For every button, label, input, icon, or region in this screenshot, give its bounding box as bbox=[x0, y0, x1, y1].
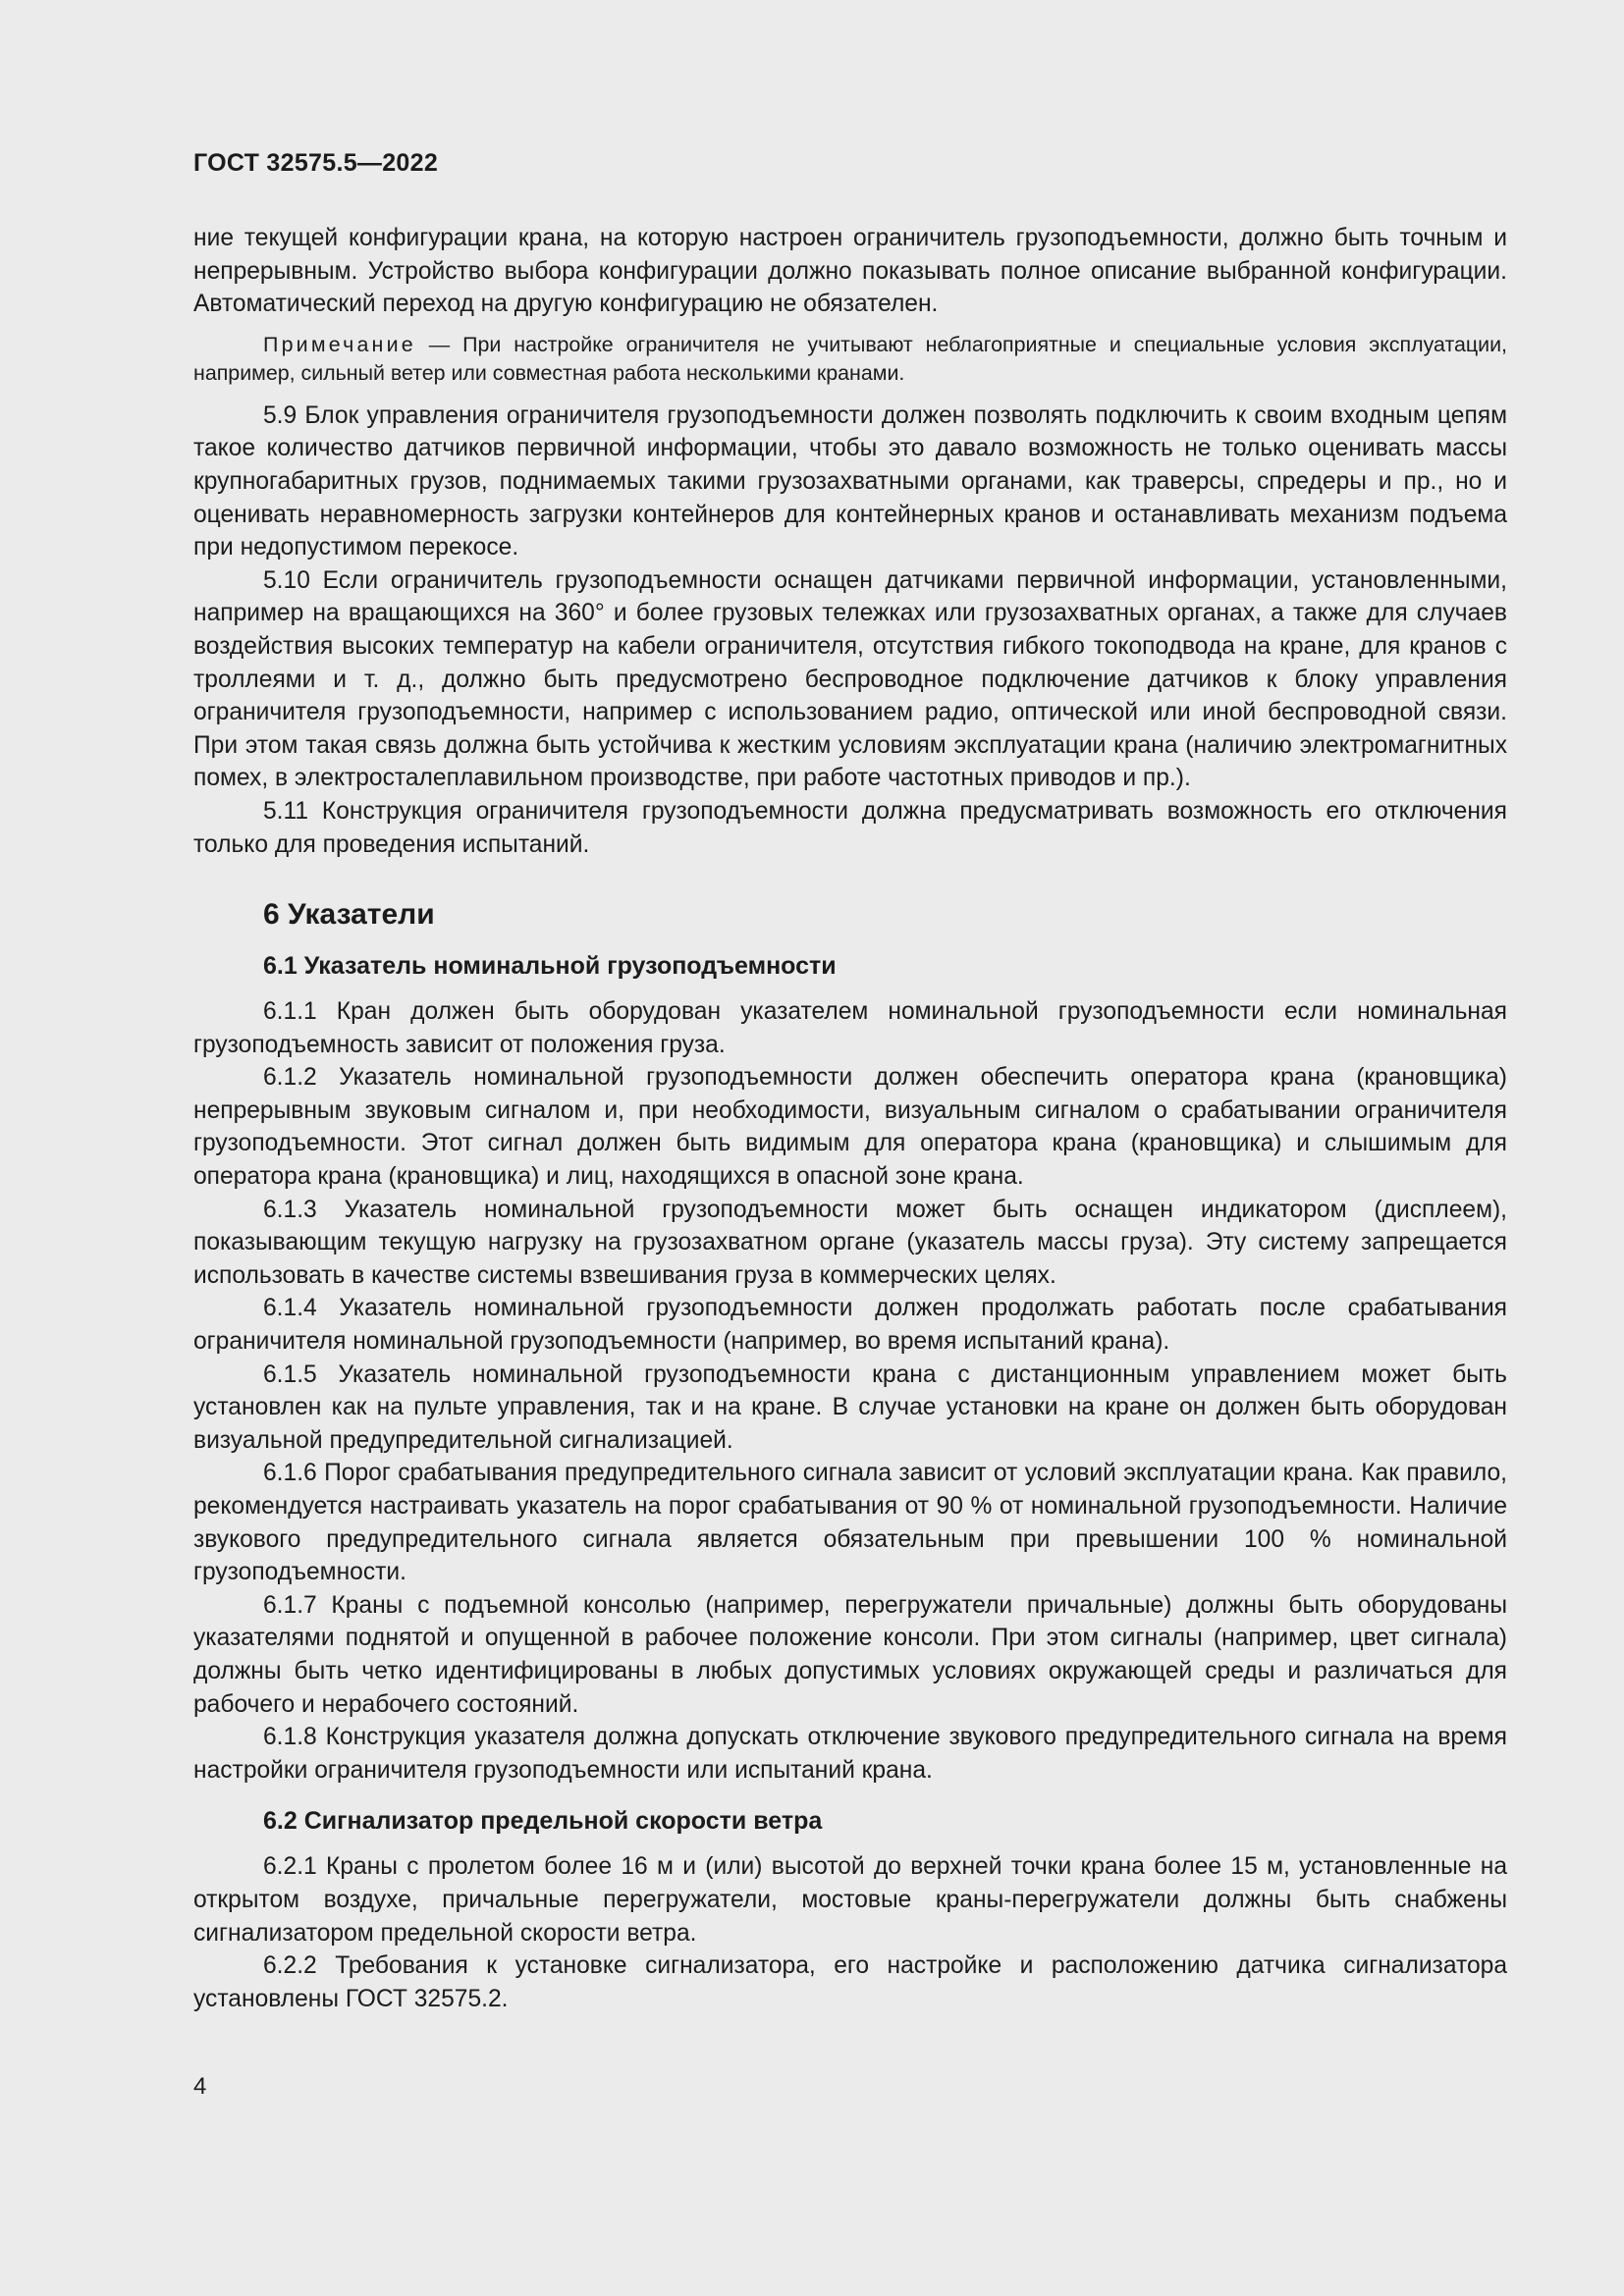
paragraph-5-9: 5.9 Блок управления ограничителя грузоподъемности должен позволять подключить к своим входным цепям такое количество датчиков первичной информации, чтобы это давало возможность не только оценивать массы крупногабаритных грузов, поднимаемых такими грузозахватными органами, как траверсы, спредеры и пр., но и оценивать неравномерность загрузки контейнеров для контейнерных кранов и останавливать механизм подъема при недопустимом перекосе. bbox=[193, 401, 1507, 561]
note-text: — При настройке ограничителя не учитывают неблагоприятные и специальные условия эксплуатации, например, сильный ветер или совместная работа несколькими кранами. bbox=[193, 332, 1507, 385]
note-paragraph bbox=[193, 331, 1507, 388]
page-number: 4 bbox=[193, 2073, 207, 2100]
section-6-1-title: 6.1 Указатель номинальной грузоподъемности bbox=[263, 952, 837, 981]
paragraph-6-1-1: 6.1.1 Кран должен быть оборудован указателем номинальной грузоподъемности если номинальная грузоподъемность зависит от положения груза. bbox=[193, 998, 1507, 1058]
paragraph-6-1-8: 6.1.8 Конструкция указателя должна допускать отключение звукового предупредительного сигнала на время настройки ограничителя грузоподъемности или испытаний крана. bbox=[193, 1724, 1507, 1784]
paragraph-5-10: 5.10 Если ограничитель грузоподъемности оснащен датчиками первичной информации, установленными, например на вращающихся на 360° и более грузовых тележках или грузозахватных органах, а также для случаев воздействия высоких температур на кабели ограничителя, отсутствия гибкого токоподвода на кране, для кранов с троллеями и т. д., должно быть предусмотрено беспроводное подключение датчиков к блоку управления ограничителя грузоподъемности, например с использованием радио, оптической или иной беспроводной связи. При этом такая связь должна быть устойчива к жестким условиям эксплуатации крана (наличию электромагнитных помех, в электросталеплавильном производстве, при работе частотных приводов и пр.). bbox=[193, 566, 1507, 792]
document-body bbox=[193, 222, 1507, 2015]
section-6-2-title: 6.2 Сигнализатор предельной скорости ветра bbox=[263, 1807, 823, 1836]
document-header: ГОСТ 32575.5—2022 bbox=[193, 149, 439, 177]
paragraph-6-2-2: 6.2.2 Требования к установке сигнализатора, его настройке и расположению датчика сигнализатора установлены ГОСТ 32575.2. bbox=[193, 1952, 1507, 2012]
paragraph-6-1-3: 6.1.3 Указатель номинальной грузоподъемности может быть оснащен индикатором (дисплеем), показывающим текущую нагрузку на грузозахватном органе (указатель массы груза). Эту систему запрещается использовать в качестве системы взвешивания груза в коммерческих целях. bbox=[193, 1196, 1507, 1289]
paragraph-6-1-2: 6.1.2 Указатель номинальной грузоподъемности должен обеспечить оператора крана (крановщика) непрерывным звуковым сигналом и, при необходимости, визуальным сигналом о срабатывании ограничителя грузоподъемности. Этот сигнал должен быть видимым для оператора крана (крановщика) и слышимым для оператора крана (крановщика) и лиц, находящихся в опасной зоне крана. bbox=[193, 1064, 1507, 1191]
paragraph-intro: ние текущей конфигурации крана, на которую настроен ограничитель грузоподъемности, должно быть точным и непрерывным. Устройство выбора конфигурации должно показывать полное описание выбранной конфигурации. Автоматический переход на другую конфигурацию не обязателен. bbox=[193, 225, 1507, 318]
section-6-title: 6 Указатели bbox=[263, 898, 435, 932]
paragraph-6-1-4: 6.1.4 Указатель номинальной грузоподъемности должен продолжать работать после срабатывания ограничителя номинальной грузоподъемности (например, во время испытаний крана). bbox=[193, 1295, 1507, 1356]
paragraph-5-11: 5.11 Конструкция ограничителя грузоподъемности должна предусматривать возможность его отключения только для проведения испытаний. bbox=[193, 797, 1507, 858]
paragraph-6-1-5: 6.1.5 Указатель номинальной грузоподъемности крана с дистанционным управлением может быть установлен как на пульте управления, так и на кране. В случае установки на кране он должен быть оборудован визуальной предупредительной сигнализацией. bbox=[193, 1361, 1507, 1454]
paragraph-6-2-1: 6.2.1 Краны с пролетом более 16 м и (или) высотой до верхней точки крана более 15 м, установленные на открытом воздухе, причальные перегружатели, мостовые краны-перегружатели должны быть снабжены сигнализатором предельной скорости ветра. bbox=[193, 1853, 1507, 1947]
paragraph-6-1-6: 6.1.6 Порог срабатывания предупредительного сигнала зависит от условий эксплуатации крана. Как правило, рекомендуется настраивать указатель на порог срабатывания от 90 % от номинальной грузоподъемности. Наличие звукового предупредительного сигнала является обязательным при превышении 100 % номинальной грузоподъемности. bbox=[193, 1460, 1507, 1586]
note-label: Примечание bbox=[263, 332, 416, 356]
paragraph-6-1-7: 6.1.7 Краны с подъемной консолью (например, перегружатели причальные) должны быть оборудованы указателями поднятой и опущенной в рабочее положение консоли. При этом сигналы (например, цвет сигнала) должны быть четко идентифицированы в любых допустимых условиях окружающей среды и различаться для рабочего и нерабочего состояний. bbox=[193, 1591, 1507, 1718]
